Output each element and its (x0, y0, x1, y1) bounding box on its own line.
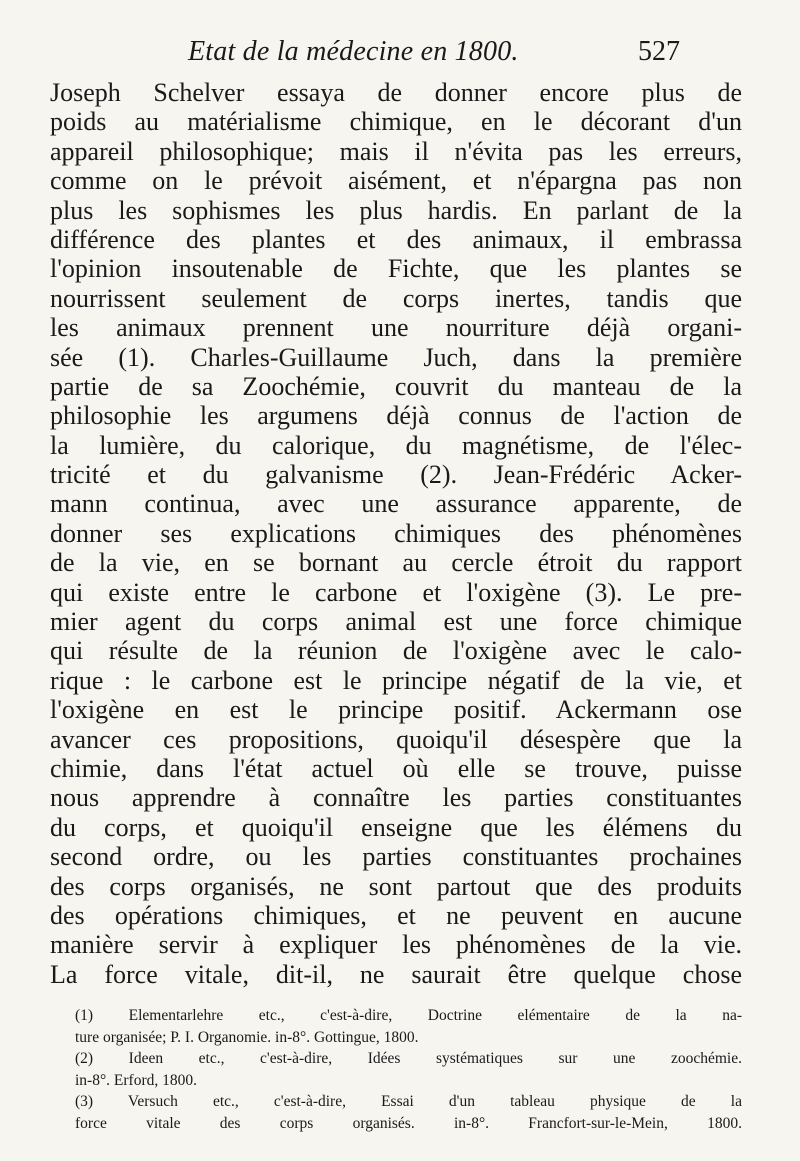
footnotes (75, 1005, 742, 1134)
text-line: tricité et du galvanisme (2). Jean-Frédéric Acker- (50, 460, 742, 490)
text-line: qui existe entre le carbone et l'oxigène (3). Le pre- (50, 577, 742, 607)
text-line: nourrissent seulement de corps inertes, tandis que (50, 283, 742, 313)
footnote-line: ture organisée; P. I. Organomie. in-8°. Gottingue, 1800. (75, 1028, 419, 1046)
text-line: l'oxigène en est le principe positif. Ackermann ose (50, 695, 742, 725)
text-line: différence des plantes et des animaux, il embrassa (50, 224, 742, 254)
text-line: mier agent du corps animal est une force chimique (50, 607, 742, 637)
text-line: qui résulte de la réunion de l'oxigène avec le calo- (50, 636, 742, 666)
text-line: second ordre, ou les parties constituantes prochaines (50, 842, 742, 872)
text-line: sée (1). Charles-Guillaume Juch, dans la première (50, 342, 742, 372)
text-line: des opérations chimiques, et ne peuvent en aucune (50, 900, 742, 930)
text-line: donner ses explications chimiques des phénomènes (50, 518, 742, 548)
text-line: appareil philosophique; mais il n'évita pas les erreurs, (50, 136, 742, 166)
text-line: plus les sophismes les plus hardis. En parlant de la (50, 195, 742, 225)
text-line: La force vitale, dit-il, ne saurait être quelque chose (50, 959, 742, 989)
text-line: chimie, dans l'état actuel où elle se trouve, puisse (50, 753, 742, 783)
footnote-line: (1) Elementarlehre etc., c'est-à-dire, Doctrine elémentaire de la na- (75, 1007, 742, 1024)
text-line: comme on le prévoit aisément, et n'épargna pas non (50, 166, 742, 196)
running-header (0, 36, 800, 76)
footnote-line: force vitale des corps organisés. in-8°. Francfort-sur-le-Mein, 1800. (75, 1114, 742, 1132)
text-line: les animaux prennent une nourriture déjà organi- (50, 313, 742, 343)
running-title: Etat de la médecine en 1800. (188, 36, 519, 67)
text-line: du corps, et quoiqu'il enseigne que les élémens du (50, 812, 742, 842)
footnote-line: in-8°. Erford, 1800. (75, 1071, 197, 1089)
footnote-line: (3) Versuch etc., c'est-à-dire, Essai d'un tableau physique de la (75, 1093, 742, 1110)
footnote-line: (2) Ideen etc., c'est-à-dire, Idées systématiques sur une zoochémie. (75, 1050, 742, 1067)
text-line: manière servir à expliquer les phénomènes de la vie. (50, 930, 742, 960)
text-line: Joseph Schelver essaya de donner encore plus de (50, 78, 742, 107)
text-line: la lumière, du calorique, du magnétisme, de l'élec- (50, 430, 742, 460)
text-line: l'opinion insoutenable de Fichte, que les plantes se (50, 254, 742, 284)
text-line: nous apprendre à connaître les parties constituantes (50, 783, 742, 813)
text-line: de la vie, en se bornant au cercle étroit du rapport (50, 548, 742, 578)
text-line: partie de sa Zoochémie, couvrit du manteau de la (50, 371, 742, 401)
text-line: rique : le carbone est le principe négatif de la vie, et (50, 665, 742, 695)
text-line: des corps organisés, ne sont partout que des produits (50, 871, 742, 901)
text-line: mann continua, avec une assurance apparente, de (50, 489, 742, 519)
text-line: poids au matérialisme chimique, en le décorant d'un (50, 107, 742, 137)
page-number: 527 (638, 36, 680, 67)
text-line: avancer ces propositions, quoiqu'il désespère que la (50, 724, 742, 754)
body-text (50, 78, 742, 989)
text-line: philosophie les argumens déjà connus de l'action de (50, 401, 742, 431)
